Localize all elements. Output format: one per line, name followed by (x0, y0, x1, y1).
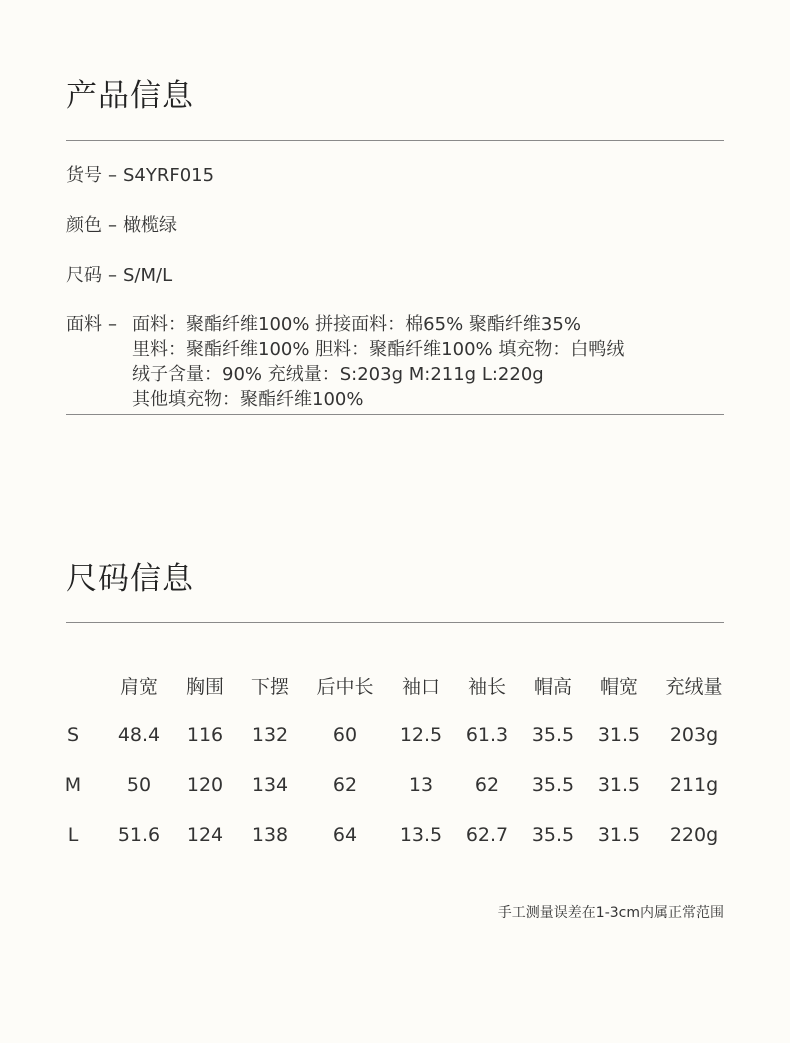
fabric-line: 面料：聚酯纤维100% 拼接面料：棉65% 聚酯纤维35% (132, 314, 581, 335)
table-header: 充绒量 (665, 675, 723, 698)
table-cell: 12.5 (399, 724, 443, 746)
table-cell: 31.5 (597, 774, 641, 796)
table-cell: 64 (332, 824, 358, 846)
table-header: 肩宽 (119, 675, 158, 698)
divider (66, 414, 724, 415)
table-cell: 62.7 (465, 824, 509, 846)
size-value: S/M/L (123, 265, 173, 286)
table-header: 胸围 (185, 675, 224, 698)
table-row (40, 760, 736, 810)
table-cell: 132 (251, 724, 289, 746)
table-cell: 50 (126, 774, 152, 796)
table-cell: 138 (251, 824, 289, 846)
table-cell: M (64, 774, 82, 796)
separator-dash: – (108, 265, 117, 286)
table-header: 后中长 (316, 675, 374, 698)
table-row (40, 710, 736, 760)
fabric-label-group (66, 312, 136, 337)
table-cell: 120 (186, 774, 224, 796)
table-cell: 124 (186, 824, 224, 846)
divider (66, 622, 724, 623)
table-cell: S (66, 724, 80, 746)
color-label: 颜色 (66, 215, 102, 236)
fabric-line: 其他填充物：聚酯纤维100% (132, 389, 364, 410)
table-cell: 35.5 (531, 824, 575, 846)
separator-dash: – (108, 215, 117, 236)
table-cell: 220g (669, 824, 719, 846)
item-number-value: S4YRF015 (123, 165, 215, 186)
size-label: 尺码 (66, 265, 102, 286)
table-header (40, 660, 106, 710)
table-cell: 134 (251, 774, 289, 796)
measurement-note: 手工测量误差在1-3cm内属正常范围 (497, 905, 724, 921)
table-cell: 13.5 (399, 824, 443, 846)
table-cell: 51.6 (117, 824, 161, 846)
table-cell: 13 (408, 774, 434, 796)
table-header: 帽高 (533, 675, 572, 698)
fabric-details (132, 312, 732, 412)
table-cell: 203g (669, 724, 719, 746)
table-cell: 48.4 (117, 724, 161, 746)
table-cell: 60 (332, 724, 358, 746)
table-header: 袖口 (401, 675, 440, 698)
table-cell: 62 (332, 774, 358, 796)
table-cell: 31.5 (597, 824, 641, 846)
color-row (66, 214, 177, 238)
table-cell: 62 (474, 774, 500, 796)
size-table (40, 660, 736, 860)
table-cell: 61.3 (465, 724, 509, 746)
fabric-label: 面料 (66, 314, 102, 335)
separator-dash: – (108, 314, 117, 335)
size-row (66, 264, 172, 288)
fabric-line: 绒子含量：90% 充绒量：S:203g M:211g L:220g (132, 364, 544, 385)
table-cell: 31.5 (597, 724, 641, 746)
table-cell: L (67, 824, 79, 846)
size-info-title: 尺码信息 (66, 561, 194, 597)
separator-dash: – (108, 165, 117, 186)
table-row (40, 810, 736, 860)
product-info-title: 产品信息 (66, 78, 194, 114)
table-cell: 35.5 (531, 774, 575, 796)
fabric-line: 里料：聚酯纤维100% 胆料：聚酯纤维100% 填充物：白鸭绒 (132, 339, 625, 360)
table-header: 下摆 (250, 675, 289, 698)
table-header: 帽宽 (599, 675, 638, 698)
item-number-row (66, 164, 214, 188)
table-header: 袖长 (467, 675, 506, 698)
table-header-row (40, 660, 736, 710)
table-cell: 35.5 (531, 724, 575, 746)
table-cell: 116 (186, 724, 224, 746)
divider (66, 140, 724, 141)
table-cell: 211g (669, 774, 719, 796)
item-number-label: 货号 (66, 165, 102, 186)
color-value: 橄榄绿 (123, 215, 177, 236)
